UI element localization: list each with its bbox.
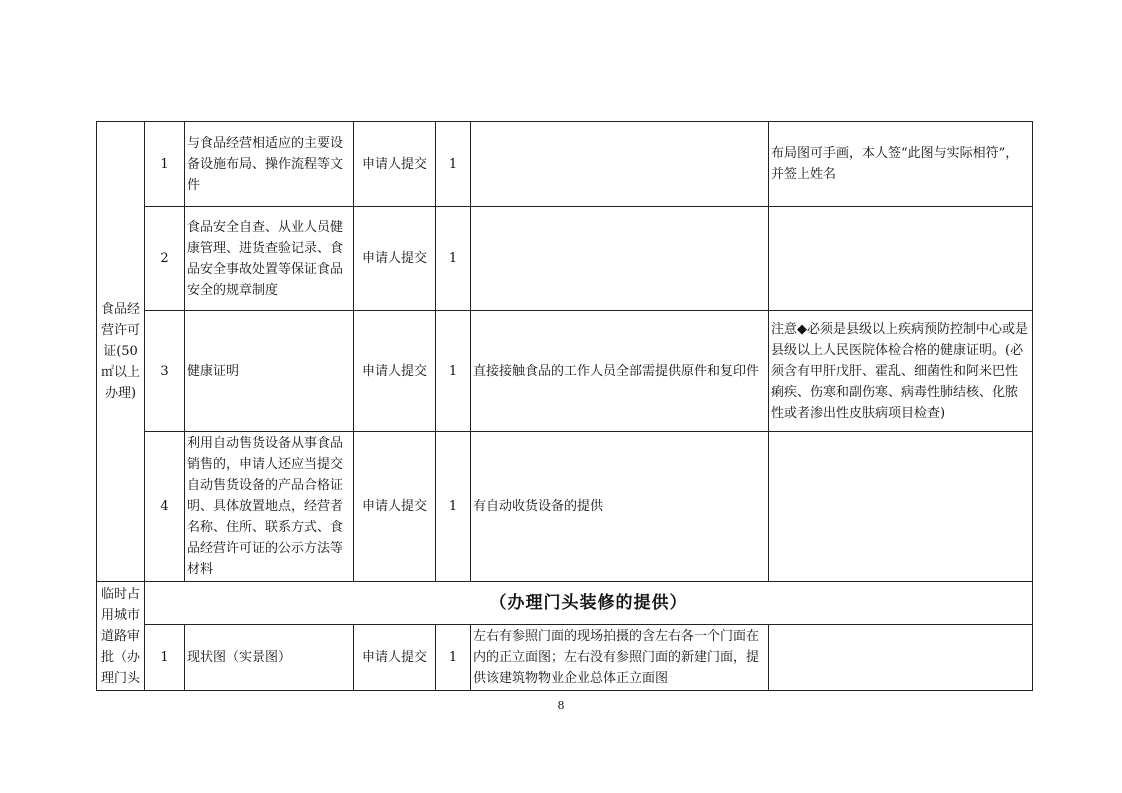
material-name: 利用自动售货设备从事食品销售的，申请人还应当提交自动售货设备的产品合格证明、具体放置地点，经营者名称、住所、联系方式、食品经营许可证的公示方法等材料 — [185, 432, 354, 582]
category-road-occupation: 临时占用城市道路审批（办理门头 — [97, 582, 145, 691]
material-count: 1 — [436, 311, 471, 432]
material-name: 健康证明 — [185, 311, 354, 432]
material-requirement — [471, 122, 769, 207]
category-food-license: 食品经营许可证(50㎡以上办理) — [97, 122, 145, 582]
materials-table — [96, 121, 1033, 691]
material-source: 申请人提交 — [354, 311, 436, 432]
row-number: 1 — [145, 122, 185, 207]
material-note — [769, 625, 1033, 691]
material-requirement: 左右有参照门面的现场拍摄的含左右各一个门面在内的正立面图；左右没有参照门面的新建门面，提供该建筑物物业企业总体正立面图 — [471, 625, 769, 691]
page-number: 8 — [557, 699, 565, 712]
table-row — [97, 207, 1033, 311]
material-source: 申请人提交 — [354, 432, 436, 582]
material-source: 申请人提交 — [354, 122, 436, 207]
table-row — [97, 625, 1033, 691]
row-number: 1 — [145, 625, 185, 691]
material-requirement: 直接接触食品的工作人员全部需提供原件和复印件 — [471, 311, 769, 432]
material-note: 注意◆必须是县级以上疾病预防控制中心或是县级以上人民医院体检合格的健康证明。(必须含有甲肝戊肝、霍乱、细菌性和阿米巴性痢疾、伤寒和副伤寒、病毒性肺结核、化脓性或者渗出性皮肤病项目检查) — [769, 311, 1033, 432]
row-number: 2 — [145, 207, 185, 311]
table-row — [97, 122, 1033, 207]
row-number: 3 — [145, 311, 185, 432]
material-name: 与食品经营相适应的主要设备设施布局、操作流程等文件 — [185, 122, 354, 207]
table-row — [97, 582, 1033, 625]
material-note: 布局图可手画，本人签“此图与实际相符”，并签上姓名 — [769, 122, 1033, 207]
table-row — [97, 432, 1033, 582]
material-requirement — [471, 207, 769, 311]
section-header: （办理门头装修的提供） — [145, 582, 1033, 625]
row-number: 4 — [145, 432, 185, 582]
material-note — [769, 432, 1033, 582]
material-count: 1 — [436, 432, 471, 582]
material-name: 现状图（实景图） — [185, 625, 354, 691]
material-count: 1 — [436, 207, 471, 311]
material-requirement: 有自动收货设备的提供 — [471, 432, 769, 582]
material-count: 1 — [436, 122, 471, 207]
material-source: 申请人提交 — [354, 207, 436, 311]
material-note — [769, 207, 1033, 311]
material-source: 申请人提交 — [354, 625, 436, 691]
material-count: 1 — [436, 625, 471, 691]
table-row — [97, 311, 1033, 432]
material-name: 食品安全自查、从业人员健康管理、进货查验记录、食品安全事故处置等保证食品安全的规章制度 — [185, 207, 354, 311]
